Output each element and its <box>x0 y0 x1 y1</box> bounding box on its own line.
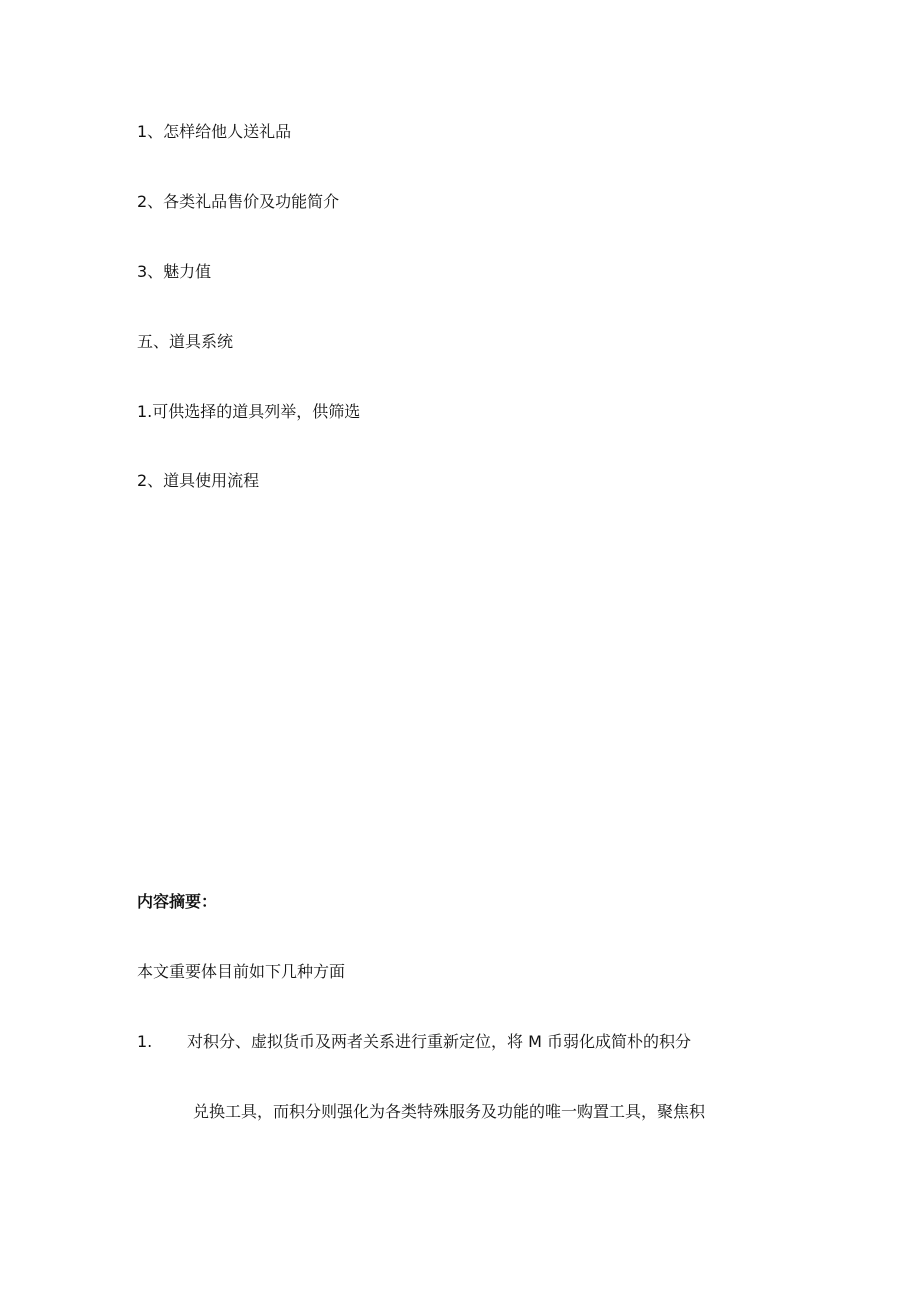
toc-item-props-flow: 2、道具使用流程 <box>137 471 260 490</box>
toc-item-charm-value: 3、魅力值 <box>137 262 212 281</box>
summary-point-continuation: 兑换工具，而积分则强化为各类特殊服务及功能的唯一购置工具，聚焦积 <box>193 1102 706 1121</box>
summary-heading: 内容摘要： <box>137 892 218 911</box>
summary-point-text: 对积分、虚拟货币及两者关系进行重新定位，将 M 币弱化成简朴的积分 <box>187 1032 691 1051</box>
toc-item-send-gift: 1、怎样给他人送礼品 <box>137 122 292 141</box>
toc-item-gift-prices: 2、各类礼品售价及功能简介 <box>137 192 340 211</box>
toc-item-props-list: 1.可供选择的道具列举，供筛选 <box>137 402 361 421</box>
summary-intro: 本文重要体目前如下几种方面 <box>137 962 346 981</box>
summary-point-number: 1. <box>137 1032 153 1051</box>
toc-section-props-system: 五、道具系统 <box>137 332 234 351</box>
